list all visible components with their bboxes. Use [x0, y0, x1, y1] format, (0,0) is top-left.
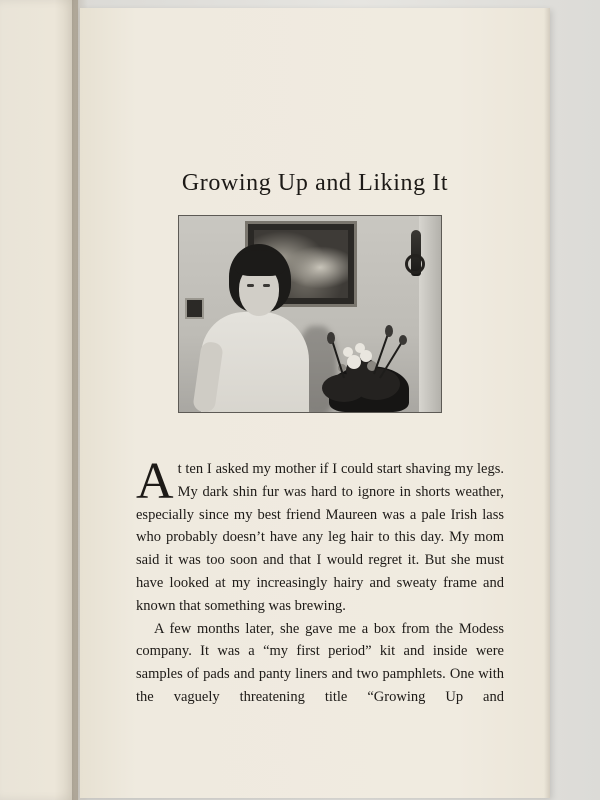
- left-page-bleed-text: [6, 80, 66, 256]
- drop-cap-letter: A: [136, 453, 174, 510]
- light-switch: [185, 298, 204, 319]
- chapter-photograph: [178, 215, 442, 413]
- chapter-title: Growing Up and Liking It: [181, 170, 449, 196]
- wall-sconce-ring: [405, 254, 425, 274]
- girl-bangs: [235, 250, 285, 276]
- paragraph-2: A few months later, she gave me a box from the Modess company. It was a “my first period” kit and inside were samples of pads and panty liners and two pamphlets. One with the vaguely threatening title “Growing Up and: [136, 620, 504, 705]
- paragraph-1-text: t ten I asked my mother if I could start shaving my legs. My dark shin fur was hard to ignore in shorts weather, especially since my best friend Maureen was a pale Irish lass who probably doesn’t have any leg hair to this day. My mom said it was too soon and that I would regret it. But she must have looked at my increasingly hairy and sweaty frame and known that something was brewing.: [136, 461, 504, 614]
- page-edge-shadow: [544, 8, 550, 798]
- girl-left-eye: [247, 284, 254, 287]
- chapter-body-text: [136, 453, 504, 709]
- left-facing-page: [0, 0, 78, 800]
- paragraph-1: [136, 453, 504, 618]
- right-page: [80, 8, 550, 798]
- girl-right-eye: [263, 284, 270, 287]
- photo-doorframe: [419, 216, 441, 412]
- flower-arrangement: [314, 318, 414, 410]
